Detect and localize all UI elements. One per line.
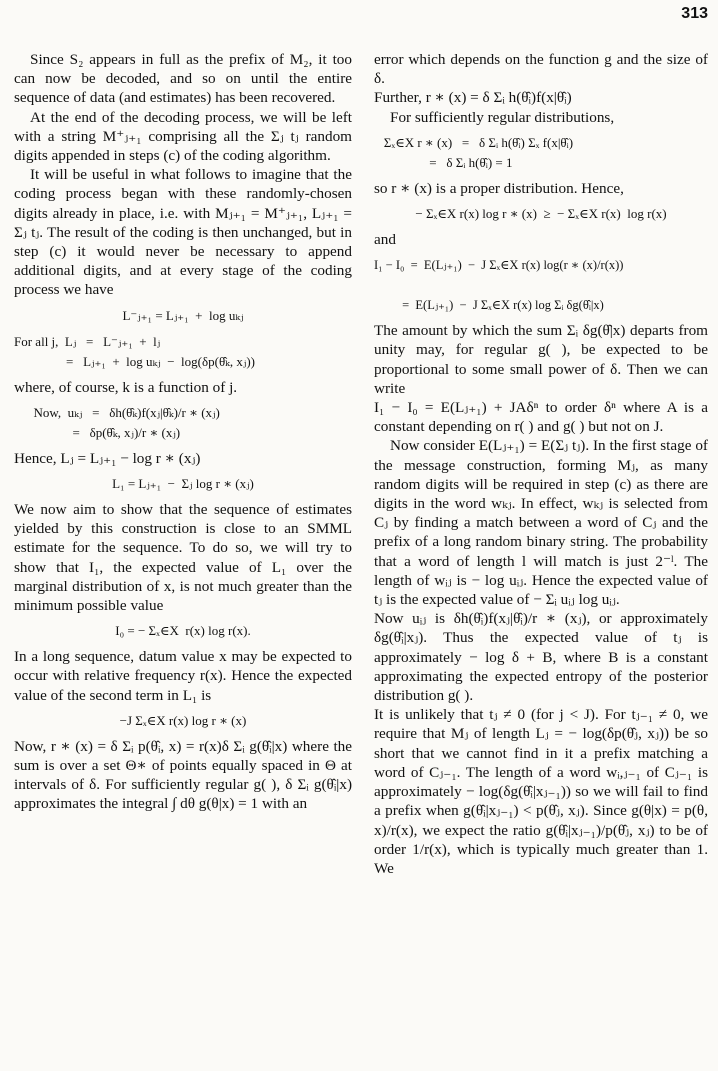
paragraph: Further, r ∗ (x) = δ Σᵢ h(θ̂ᵢ)f(x|θ̂ᵢ) bbox=[374, 89, 572, 107]
equation: I₀ = − Σₓ∈X r(x) log r(x). bbox=[115, 623, 251, 639]
equation: For all j, Lⱼ = L⁻ⱼ₊₁ + lⱼ = Lⱼ₊₁ + log uₖⱼ − log(δp(θ̂ₖ, xⱼ)) bbox=[14, 333, 256, 369]
equation: −J Σₓ∈X r(x) log r ∗ (x) bbox=[119, 712, 247, 728]
page-number: 313 bbox=[681, 5, 708, 22]
equation: Now, uₖⱼ = δh(θ̂ₖ)f(xⱼ|θ̂ₖ)/r ∗ (xⱼ) = δp(θ̂ₖ, xⱼ)/r ∗ (xⱼ) bbox=[33, 404, 220, 440]
equation: L⁻ⱼ₊₁ = Lⱼ₊₁ + log uₖⱼ bbox=[122, 307, 244, 323]
paragraph: and bbox=[374, 231, 396, 249]
paragraph: where, of course, k is a function of j. bbox=[14, 378, 238, 396]
equation: L₁ = Lⱼ₊₁ − Σⱼ log r ∗ (xⱼ) bbox=[112, 476, 254, 492]
paragraph: The amount by which the sum Σᵢ δg(θ̂|x) departs from unity may, for regular g( ), be expected to be proportional to some small power of δ. Then we can write bbox=[374, 322, 708, 397]
paragraph: Now uᵢⱼ is δh(θ̂ᵢ)f(xⱼ|θ̂ᵢ)/r ∗ (xⱼ), or approximately δg(θ̂ᵢ|xⱼ). Thus the expected value of tⱼ is approximately − log δ + B, where B is a constant approximating the expected entropy of the posterior distribution g( ). bbox=[374, 610, 708, 705]
paragraph: I₁ − I₀ = E(Lⱼ₊₁) + JAδⁿ to order δⁿ where A is a constant depending on r( ) and g( ) but not on J. bbox=[374, 399, 708, 436]
right-column bbox=[374, 50, 708, 878]
equation: Σₓ∈X r ∗ (x) = δ Σᵢ h(θ̂ᵢ) Σₓ f(x|θ̂ᵢ) = δ Σᵢ h(θ̂ᵢ) = 1 bbox=[383, 134, 574, 170]
paragraph: so r ∗ (x) is a proper distribution. Hence, bbox=[374, 179, 624, 197]
equation: I₁ − I₀ = E(Lⱼ₊₁) − J Σₓ∈X r(x) log(r ∗ (x)/r(x)) = E(Lⱼ₊₁) − J Σₓ∈X r(x) log Σᵢ δg(θ̂ᵢ|x) bbox=[374, 258, 624, 313]
paragraph: At the end of the decoding process, we will be left with a string M⁺ⱼ₊₁ comprising all the Σⱼ tⱼ random digits appended in steps (c) of the coding algorithm. bbox=[14, 108, 352, 165]
paragraph: It will be useful in what follows to imagine that the coding process began with these randomly-chosen digits already in place, i.e. with Mⱼ₊₁ = M⁺ⱼ₊₁, Lⱼ₊₁ = Σⱼ tⱼ. The result of the coding is then unchanged, but in step (c) it would never be necessary to append additional digits, and at every stage of the coding process we have bbox=[14, 166, 352, 299]
paragraph: Hence, Lⱼ = Lⱼ₊₁ − log r ∗ (xⱼ) bbox=[14, 449, 201, 467]
left-column bbox=[14, 50, 352, 814]
equation: − Σₓ∈X r(x) log r ∗ (x) ≥ − Σₓ∈X r(x) log r(x) bbox=[415, 206, 667, 222]
paragraph: In a long sequence, datum value x may be expected to occur with relative frequency r(x). Hence the expected value of the second term in L₁ is bbox=[14, 648, 352, 704]
paragraph: Now consider E(Lⱼ₊₁) = E(Σⱼ tⱼ). In the first stage of the message construction, forming Mⱼ, as many random digits will be required in step (c) as there are digits in the word wₖⱼ. In effect, wₖⱼ is selected from Cⱼ by finding a match between a word of Cⱼ and the prefix of a long random binary string. The probability that a word of length l will match is just 2⁻ˡ. The length of wᵢⱼ is − log uᵢⱼ. Hence the expected value of tⱼ is the expected value of − Σᵢ uᵢⱼ log uᵢⱼ. bbox=[374, 437, 708, 609]
paragraph: For sufficiently regular distributions, bbox=[390, 108, 615, 126]
paragraph: Since S₂ appears in full as the prefix of M₂, it too can now be decoded, and so on until the entire sequence of data (and estimates) has been recovered. bbox=[14, 51, 352, 107]
paragraph: We now aim to show that the sequence of estimates yielded by this construction is close to an SMML estimate for the sequence. To do so, we will try to show that I₁, the expected value of L₁ over the marginal distribution of x, is not much greater than the minimum possible value bbox=[14, 501, 352, 615]
paragraph: It is unlikely that tⱼ ≠ 0 (for j < J). For tⱼ₋₁ ≠ 0, we require that Mⱼ of length Lⱼ = − log(δp(θ̂ⱼ, xⱼ)) be so short that we cannot find in it a prefix matching a word of Cⱼ₋₁. The length of a word wᵢ,ⱼ₋₁ of Cⱼ₋₁ is approximately − log(δg(θ̂ᵢ|xⱼ₋₁)) so we will fail to find a prefix when g(θ̂ᵢ|xⱼ₋₁) < p(θ̂ⱼ, xⱼ). Since g(θ|x) = p(θ, x)/r(x), we expect the ratio g(θ̂ᵢ|xⱼ₋₁)/p(θ̂ⱼ, xⱼ) to be of order 1/r(x), which is typically much greater than 1. We bbox=[374, 706, 708, 877]
paragraph: error which depends on the function g and the size of δ. bbox=[374, 51, 708, 88]
paragraph: Now, r ∗ (x) = δ Σᵢ p(θ̂ᵢ, x) = r(x)δ Σᵢ g(θ̂ᵢ|x) where the sum is over a set Θ∗ of points equally spaced in Θ at intervals of δ. For sufficiently regular g( ), δ Σᵢ g(θ̂ᵢ|x) approximates the integral ∫ dθ g(θ|x) = 1 with an bbox=[14, 737, 352, 813]
